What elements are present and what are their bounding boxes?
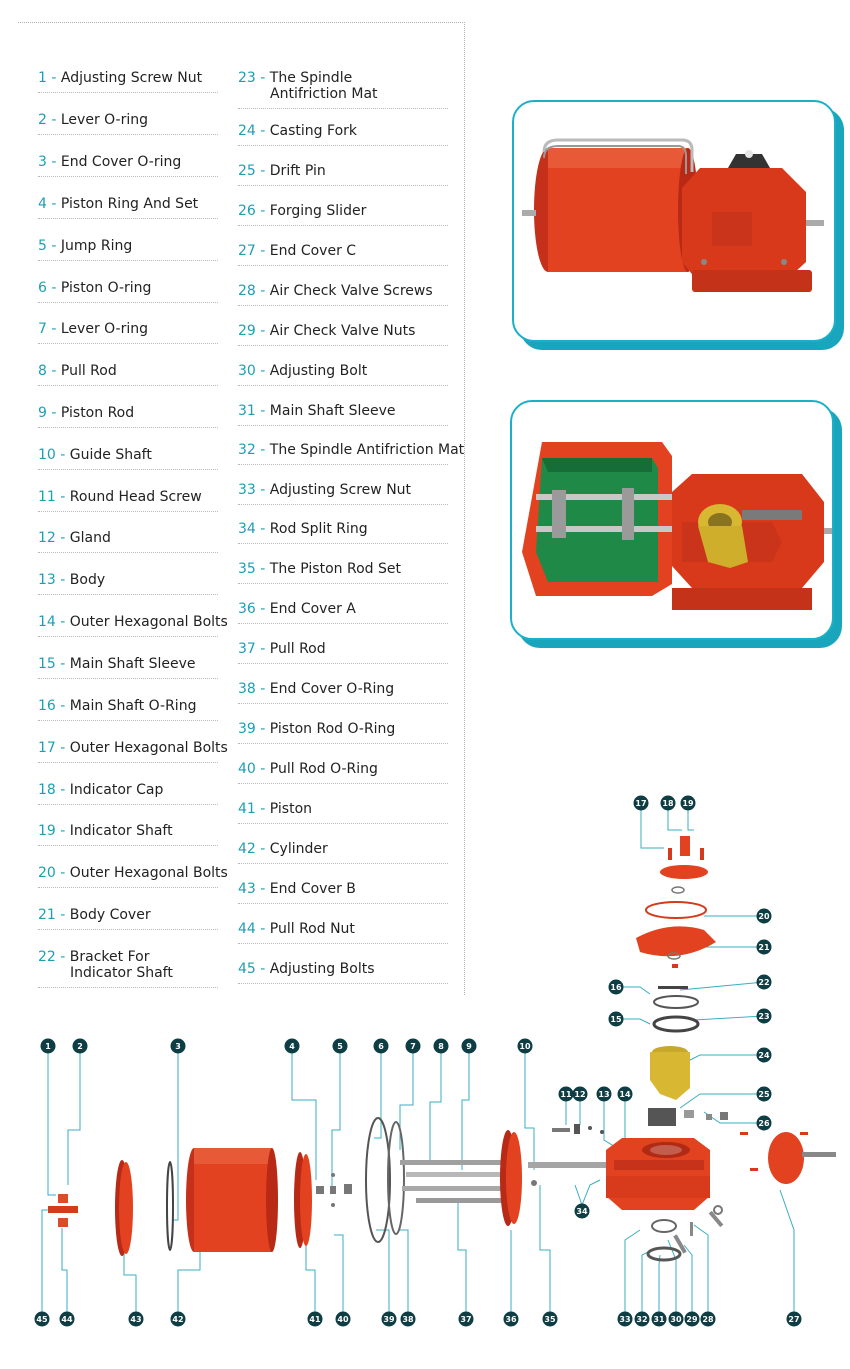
badge-label: 23 — [758, 1012, 770, 1021]
part-number: 27 — [238, 243, 256, 259]
part-name: Bracket For — [69, 949, 150, 965]
badge-2 — [73, 1039, 88, 1054]
legend-item: 24 - Casting Fork — [238, 123, 448, 146]
part-number: 20 — [38, 865, 56, 881]
badge-label: 39 — [383, 1315, 395, 1324]
badge-35 — [543, 1312, 558, 1327]
badge-6 — [374, 1039, 389, 1054]
legend-item: 37 - Pull Rod — [238, 641, 448, 664]
part-name: Air Check Valve Nuts — [269, 323, 416, 339]
badge-30 — [669, 1312, 684, 1327]
badge-label: 41 — [309, 1315, 321, 1324]
badge-label: 40 — [337, 1315, 349, 1324]
part-number: 10 — [38, 447, 56, 463]
exploded-view-diagram — [0, 780, 850, 1324]
badge-43 — [129, 1312, 144, 1327]
part-number: 28 — [238, 283, 256, 299]
badge-label: 34 — [576, 1207, 588, 1216]
badge-34 — [575, 1204, 590, 1219]
part-name: End Cover O-Ring — [269, 681, 395, 697]
legend-item: 21 - Body Cover — [38, 907, 218, 930]
part-forging-slider — [648, 1108, 728, 1126]
badge-19 — [681, 796, 696, 811]
badge-label: 4 — [289, 1042, 295, 1051]
part-name: Main Shaft O-Ring — [69, 698, 197, 714]
legend-item: 23 - The Spindle Antifriction Mat — [238, 70, 448, 109]
badge-33 — [618, 1312, 633, 1327]
legend-item: 3 - End Cover O-ring — [38, 154, 218, 177]
part-body — [606, 1138, 710, 1210]
badge-17 — [634, 796, 649, 811]
part-name: Adjusting Screw Nut — [60, 70, 203, 86]
badge-9 — [462, 1039, 477, 1054]
legend-item: 32 - The Spindle Antifriction Mat — [238, 442, 448, 465]
badge-5 — [333, 1039, 348, 1054]
badge-label: 45 — [36, 1315, 48, 1324]
badge-label: 20 — [758, 912, 770, 921]
part-number: 26 — [238, 203, 256, 219]
part-number: 23 — [238, 70, 256, 86]
part-name: Indicator Shaft — [69, 823, 173, 839]
badge-36 — [504, 1312, 519, 1327]
legend-item: 9 - Piston Rod — [38, 405, 218, 428]
badge-label: 44 — [61, 1315, 73, 1324]
part-number: 1 — [38, 70, 47, 86]
part-spindle-rings — [654, 986, 698, 1031]
part-number: 12 — [38, 530, 56, 546]
badge-label: 28 — [702, 1315, 714, 1324]
badge-32 — [635, 1312, 650, 1327]
assembled-actuator-photo — [512, 100, 836, 342]
part-name: Piston — [269, 801, 313, 817]
part-number: 2 — [38, 112, 47, 128]
legend-item: 45 - Adjusting Bolts — [238, 961, 448, 984]
part-name: Outer Hexagonal Bolts — [69, 614, 228, 630]
part-number: 9 — [38, 405, 47, 421]
part-number: 16 — [38, 698, 56, 714]
badge-8 — [434, 1039, 449, 1054]
part-number: 45 — [238, 961, 256, 977]
part-pull-rods — [400, 1160, 502, 1203]
part-number: 4 — [38, 196, 47, 212]
part-bottom-bolts — [648, 1206, 723, 1260]
badge-38 — [401, 1312, 416, 1327]
legend-item: 18 - Indicator Cap — [38, 782, 218, 805]
part-name: Guide Shaft — [69, 447, 152, 463]
part-name: Piston O-ring — [60, 280, 152, 296]
legend-item: 34 - Rod Split Ring — [238, 521, 448, 544]
badge-label: 38 — [402, 1315, 414, 1324]
badge-label: 17 — [635, 799, 647, 808]
badge-21 — [757, 940, 772, 955]
part-name: Indicator Cap — [69, 782, 164, 798]
part-body-cover — [636, 902, 716, 968]
badge-22 — [757, 975, 772, 990]
part-name: Adjusting Bolt — [269, 363, 368, 379]
part-end-cover-a — [500, 1130, 522, 1226]
legend-item: 14 - Outer Hexagonal Bolts — [38, 614, 218, 637]
badge-label: 27 — [788, 1315, 800, 1324]
badge-label: 6 — [378, 1042, 384, 1051]
part-name-line2: Antifriction Mat — [270, 86, 378, 102]
part-name: Piston Rod — [60, 405, 135, 421]
part-name: End Cover B — [269, 881, 356, 897]
part-name: Round Head Screw — [69, 489, 202, 505]
badge-1 — [41, 1039, 56, 1054]
legend-item: 13 - Body — [38, 572, 218, 595]
part-cylinder — [186, 1148, 278, 1252]
part-piston-o-ring — [366, 1118, 390, 1242]
part-number: 43 — [238, 881, 256, 897]
legend-item: 30 - Adjusting Bolt — [238, 363, 448, 386]
badge-10 — [518, 1039, 533, 1054]
part-name: Jump Ring — [60, 238, 133, 254]
part-number: 42 — [238, 841, 256, 857]
badge-label: 29 — [686, 1315, 698, 1324]
badge-label: 22 — [758, 978, 770, 987]
part-number: 11 — [38, 489, 56, 505]
badge-label: 24 — [758, 1051, 770, 1060]
part-number: 35 — [238, 561, 256, 577]
badge-3 — [171, 1039, 186, 1054]
part-name: Air Check Valve Screws — [269, 283, 433, 299]
legend-item: 22 - Bracket For Indicator Shaft — [38, 949, 218, 988]
badge-37 — [459, 1312, 474, 1327]
badge-23 — [757, 1009, 772, 1024]
badge-label: 5 — [337, 1042, 343, 1051]
part-indicator — [660, 836, 708, 893]
part-number: 14 — [38, 614, 56, 630]
legend-item: 38 - End Cover O-Ring — [238, 681, 448, 704]
part-number: 41 — [238, 801, 256, 817]
legend-item: 26 - Forging Slider — [238, 203, 448, 226]
badge-label: 43 — [130, 1315, 142, 1324]
badge-12 — [573, 1087, 588, 1102]
legend-item: 36 - End Cover A — [238, 601, 448, 624]
badge-label: 7 — [410, 1042, 416, 1051]
part-small-rings — [316, 1173, 352, 1207]
legend-item: 2 - Lever O-ring — [38, 112, 218, 135]
cutaway-actuator-illustration — [512, 402, 832, 638]
part-casting-fork — [650, 1046, 690, 1100]
legend-item: 7 - Lever O-ring — [38, 321, 218, 344]
part-name: End Cover O-ring — [60, 154, 182, 170]
assembled-actuator-illustration — [514, 102, 834, 340]
part-name: Main Shaft Sleeve — [69, 656, 196, 672]
badge-16 — [609, 980, 624, 995]
part-name: Pull Rod — [269, 641, 326, 657]
badge-4 — [285, 1039, 300, 1054]
part-name-line2: Indicator Shaft — [70, 965, 173, 981]
part-number: 21 — [38, 907, 56, 923]
part-number: 44 — [238, 921, 256, 937]
badge-label: 10 — [519, 1042, 531, 1051]
legend-item: 43 - End Cover B — [238, 881, 448, 904]
legend-item: 16 - Main Shaft O-Ring — [38, 698, 218, 721]
part-name: Drift Pin — [269, 163, 326, 179]
part-name: The Spindle Antifriction Mat — [269, 442, 465, 458]
part-name: Body Cover — [69, 907, 151, 923]
badge-label: 25 — [758, 1090, 770, 1099]
legend-item: 10 - Guide Shaft — [38, 447, 218, 470]
part-number: 24 — [238, 123, 256, 139]
badge-27 — [787, 1312, 802, 1327]
legend-item: 4 - Piston Ring And Set — [38, 196, 218, 219]
legend-item: 15 - Main Shaft Sleeve — [38, 656, 218, 679]
part-name: Outer Hexagonal Bolts — [69, 740, 228, 756]
part-name: Pull Rod Nut — [269, 921, 355, 937]
part-name: Lever O-ring — [60, 112, 149, 128]
legend-item: 33 - Adjusting Screw Nut — [238, 482, 448, 505]
badge-label: 32 — [636, 1315, 648, 1324]
badge-26 — [757, 1116, 772, 1131]
part-name: Rod Split Ring — [269, 521, 368, 537]
part-number: 17 — [38, 740, 56, 756]
legend-item: 35 - The Piston Rod Set — [238, 561, 448, 584]
legend-item: 11 - Round Head Screw — [38, 489, 218, 512]
legend-item: 31 - Main Shaft Sleeve — [238, 403, 448, 426]
part-number: 18 — [38, 782, 56, 798]
legend-item: 44 - Pull Rod Nut — [238, 921, 448, 944]
part-number: 19 — [38, 823, 56, 839]
part-end-cover-b — [115, 1160, 133, 1256]
part-name: Pull Rod O-Ring — [269, 761, 378, 777]
legend-item: 25 - Drift Pin — [238, 163, 448, 186]
badge-25 — [757, 1087, 772, 1102]
part-number: 25 — [238, 163, 256, 179]
legend-item: 20 - Outer Hexagonal Bolts — [38, 865, 218, 888]
legend-item: 28 - Air Check Valve Screws — [238, 283, 448, 306]
badge-label: 36 — [505, 1315, 517, 1324]
badge-label: 9 — [466, 1042, 472, 1051]
part-name: Adjusting Bolts — [269, 961, 375, 977]
part-number: 34 — [238, 521, 256, 537]
legend-item: 27 - End Cover C — [238, 243, 448, 266]
badge-15 — [609, 1012, 624, 1027]
badge-39 — [382, 1312, 397, 1327]
badge-28 — [701, 1312, 716, 1327]
badge-label: 1 — [45, 1042, 51, 1051]
legend-item: 5 - Jump Ring — [38, 238, 218, 261]
part-number: 36 — [238, 601, 256, 617]
legend-item: 19 - Indicator Shaft — [38, 823, 218, 846]
part-number: 13 — [38, 572, 56, 588]
part-screws — [552, 1124, 604, 1134]
badge-label: 2 — [77, 1042, 83, 1051]
legend-item: 17 - Outer Hexagonal Bolts — [38, 740, 218, 763]
legend-item: 12 - Gland — [38, 530, 218, 553]
badge-label: 11 — [560, 1090, 572, 1099]
part-name: Body — [69, 572, 106, 588]
part-number: 37 — [238, 641, 256, 657]
badge-label: 21 — [758, 943, 770, 952]
part-name: The Spindle — [269, 70, 353, 86]
badge-20 — [757, 909, 772, 924]
part-number: 29 — [238, 323, 256, 339]
badge-14 — [618, 1087, 633, 1102]
part-end-cover-c — [740, 1132, 836, 1184]
part-number: 33 — [238, 482, 256, 498]
part-name: Casting Fork — [269, 123, 358, 139]
badge-31 — [652, 1312, 667, 1327]
part-number: 30 — [238, 363, 256, 379]
badge-label: 42 — [172, 1315, 184, 1324]
legend-item: 41 - Piston — [238, 801, 448, 824]
part-number: 38 — [238, 681, 256, 697]
part-number: 15 — [38, 656, 56, 672]
badge-label: 13 — [598, 1090, 610, 1099]
badge-13 — [597, 1087, 612, 1102]
badge-label: 30 — [670, 1315, 682, 1324]
part-end-cover-o-ring — [167, 1162, 173, 1250]
legend-item: 40 - Pull Rod O-Ring — [238, 761, 448, 784]
part-number: 22 — [38, 949, 56, 965]
part-name: Piston Ring And Set — [60, 196, 199, 212]
part-name: Pull Rod — [60, 363, 117, 379]
badge-label: 37 — [460, 1315, 472, 1324]
badge-42 — [171, 1312, 186, 1327]
part-number: 8 — [38, 363, 47, 379]
part-name: Forging Slider — [269, 203, 367, 219]
part-name: Cylinder — [269, 841, 328, 857]
legend-item: 8 - Pull Rod — [38, 363, 218, 386]
badge-label: 19 — [682, 799, 694, 808]
part-name: Main Shaft Sleeve — [269, 403, 396, 419]
badge-7 — [406, 1039, 421, 1054]
part-adjusting-screw-cluster — [48, 1194, 78, 1227]
part-name: Outer Hexagonal Bolts — [69, 865, 228, 881]
badge-24 — [757, 1048, 772, 1063]
badge-label: 15 — [610, 1015, 622, 1024]
part-name: Piston Rod O-Ring — [269, 721, 396, 737]
badge-44 — [60, 1312, 75, 1327]
part-number: 39 — [238, 721, 256, 737]
cutaway-actuator-photo — [510, 400, 834, 640]
legend-item: 42 - Cylinder — [238, 841, 448, 864]
badge-label: 26 — [758, 1119, 770, 1128]
part-number: 3 — [38, 154, 47, 170]
part-name: Adjusting Screw Nut — [269, 482, 412, 498]
legend-item: 29 - Air Check Valve Nuts — [238, 323, 448, 346]
part-number: 6 — [38, 280, 47, 296]
badge-label: 12 — [574, 1090, 586, 1099]
badge-label: 16 — [610, 983, 622, 992]
legend-item: 6 - Piston O-ring — [38, 280, 218, 303]
part-guide-shaft — [528, 1162, 612, 1168]
part-number: 31 — [238, 403, 256, 419]
badge-45 — [35, 1312, 50, 1327]
part-name: The Piston Rod Set — [269, 561, 401, 577]
part-number: 7 — [38, 321, 47, 337]
badge-11 — [559, 1087, 574, 1102]
badge-18 — [661, 796, 676, 811]
part-name: End Cover C — [269, 243, 357, 259]
badge-label: 31 — [653, 1315, 665, 1324]
badge-label: 18 — [662, 799, 674, 808]
part-piston — [294, 1152, 312, 1248]
part-name: End Cover A — [269, 601, 356, 617]
badge-label: 8 — [438, 1042, 444, 1051]
badge-label: 3 — [175, 1042, 181, 1051]
part-number: 40 — [238, 761, 256, 777]
badge-40 — [336, 1312, 351, 1327]
badge-41 — [308, 1312, 323, 1327]
badge-label: 33 — [619, 1315, 631, 1324]
part-name: Gland — [69, 530, 111, 546]
badge-label: 35 — [544, 1315, 556, 1324]
part-name: Lever O-ring — [60, 321, 149, 337]
legend-item: 1 - Adjusting Screw Nut — [38, 70, 218, 93]
legend-item: 39 - Piston Rod O-Ring — [238, 721, 448, 744]
badge-29 — [685, 1312, 700, 1327]
part-number: 32 — [238, 442, 256, 458]
badge-label: 14 — [619, 1090, 631, 1099]
part-number: 5 — [38, 238, 47, 254]
